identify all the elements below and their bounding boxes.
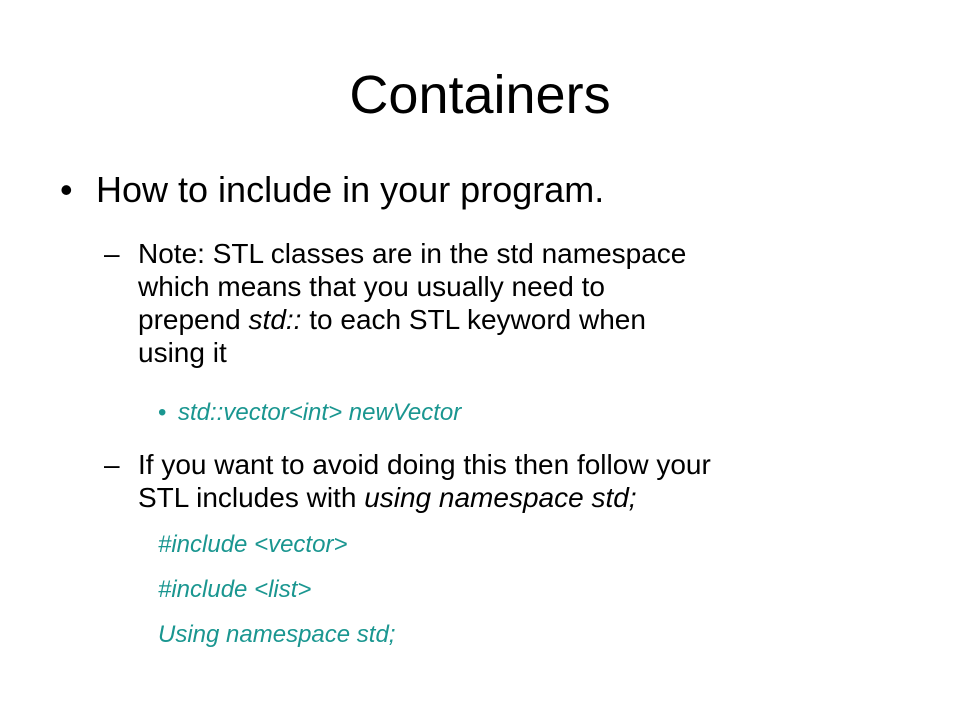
avoid-line-2-ital: using namespace std; [364, 482, 637, 513]
avoid-line-1: If you want to avoid doing this then follow your [138, 449, 711, 480]
main-bullet-text: How to include in your program. [96, 169, 605, 210]
note-line-1: Note: STL classes are in the std namespace [138, 238, 687, 269]
dash-icon: – [104, 449, 120, 480]
dash-icon: – [104, 238, 120, 269]
note-line-2: which means that you usually need to [138, 271, 605, 302]
sub-bullet-note-text [138, 237, 918, 369]
note-line-3 [138, 303, 918, 336]
example-bullet [158, 398, 461, 428]
note-line-3-pre: prepend [138, 304, 249, 335]
sub-bullet-avoid-text [138, 448, 918, 514]
slide-title: Containers [349, 65, 611, 125]
example-bullet-icon: • [158, 399, 167, 426]
avoid-line-2 [138, 481, 918, 514]
note-line-4: using it [138, 337, 227, 368]
code-line-using-namespace: Using namespace std; [158, 621, 396, 648]
main-bullet [60, 168, 604, 212]
example-code: std::vector<int> newVector [178, 399, 462, 426]
code-line-include-vector: #include <vector> [158, 531, 348, 558]
avoid-line-2-pre: STL includes with [138, 482, 365, 513]
note-line-3-post: to each STL keyword when [301, 304, 646, 335]
bullet-icon: • [60, 169, 73, 210]
code-line-include-list: #include <list> [158, 576, 312, 603]
note-line-3-ital: std:: [248, 304, 302, 335]
